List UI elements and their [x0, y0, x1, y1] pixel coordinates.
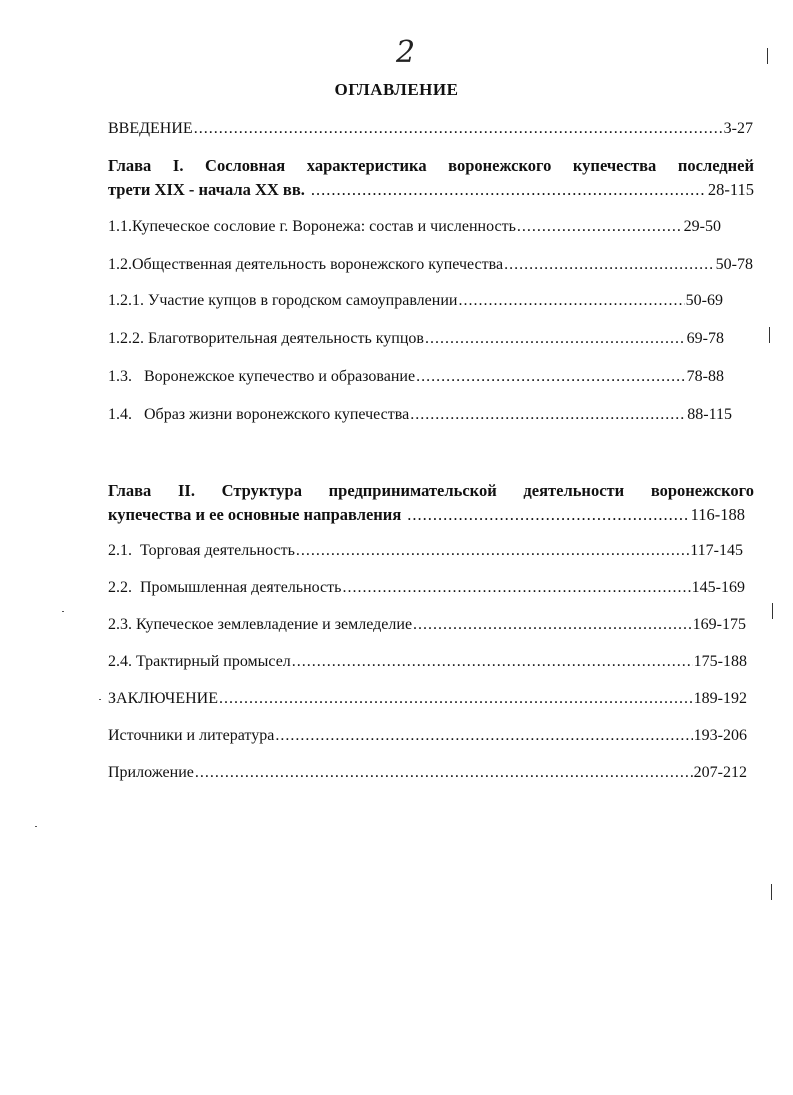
toc-entry-2-1 — [108, 540, 743, 562]
toc-entry-label: 1.3. Воронежское купечество и образование — [108, 368, 416, 385]
scan-speck — [35, 826, 37, 827]
chapter-title-line-2 — [108, 178, 754, 202]
dot-leader — [504, 254, 715, 276]
toc-entry-label: ВВЕДЕНИЕ — [108, 120, 193, 137]
toc-entry-pages: 28-115 — [707, 180, 754, 199]
dot-leader — [517, 216, 683, 238]
toc-entry-sources — [108, 725, 747, 747]
toc-entry-label: 2.4. Трактирный промысел — [108, 653, 291, 670]
toc-entry-pages: 78-88 — [686, 368, 724, 385]
toc-entry-pages: 193-206 — [693, 727, 747, 744]
handwritten-page-number: 2 — [396, 35, 416, 70]
toc-entry-label: 1.2.1. Участие купцов в городском самоуправлении — [108, 292, 458, 309]
toc-entry-label: Приложение — [108, 764, 194, 781]
toc-entry-pages: 50-78 — [715, 256, 753, 273]
chapter-title-line-1: Глава II. Структура предпринимательской деятельности воронежского — [108, 481, 754, 500]
toc-entry-label: Источники и литература — [108, 727, 275, 744]
chapter-title-line-2-text: трети XIX - начала XX вв. — [108, 180, 305, 199]
dot-leader — [311, 178, 706, 202]
toc-entry-1-2-2 — [108, 328, 724, 350]
toc-entry-pages: 189-192 — [693, 690, 747, 707]
scan-mark — [772, 603, 773, 619]
toc-entry-label: 1.4. Образ жизни воронежского купечества — [108, 406, 410, 423]
toc-entry-label: 2.2. Промышленная деятельность — [108, 579, 342, 596]
toc-entry-pages: 169-175 — [692, 616, 746, 633]
toc-entry-pages: 88-115 — [687, 406, 732, 423]
scan-mark — [769, 327, 770, 343]
chapter-title-line-2-text: купечества и ее основные направления — [108, 505, 402, 524]
dot-leader — [195, 762, 693, 784]
scan-mark — [767, 48, 768, 64]
scan-speck — [99, 699, 101, 700]
toc-entry-conclusion — [108, 688, 747, 710]
toc-entry-1-2-1 — [108, 290, 723, 312]
scan-speck — [62, 611, 64, 612]
toc-entry-pages: 50-69 — [685, 292, 723, 309]
dot-leader — [416, 366, 686, 388]
dot-leader — [275, 725, 692, 747]
toc-entry-1-2 — [108, 254, 753, 276]
dot-leader — [410, 404, 686, 426]
toc-entry-intro — [108, 118, 753, 140]
toc-entry-pages: 69-78 — [686, 330, 724, 347]
toc-entry-pages: 116-188 — [690, 505, 745, 524]
toc-entry-label: 2.3. Купеческое землевладение и земледелие — [108, 616, 413, 633]
dot-leader — [425, 328, 686, 350]
toc-entry-appendix — [108, 762, 747, 784]
toc-entry-1-4 — [108, 404, 732, 426]
dot-leader — [292, 651, 693, 673]
dot-leader — [407, 503, 688, 527]
page-title: ОГЛАВЛЕНИЕ — [334, 80, 459, 99]
dot-leader — [194, 118, 723, 140]
toc-entry-pages: 29-50 — [683, 218, 721, 235]
toc-entry-2-4 — [108, 651, 747, 673]
toc-entry-pages: 207-212 — [693, 764, 747, 781]
toc-entry-label: 1.1.Купеческое сословие г. Воронежа: состав и численность — [108, 218, 516, 235]
dot-leader — [219, 688, 693, 710]
toc-entry-1-1 — [108, 216, 721, 238]
toc-entry-pages: 175-188 — [693, 653, 747, 670]
toc-entry-label: 2.1. Торговая деятельность — [108, 542, 295, 559]
toc-chapter-2 — [108, 479, 754, 527]
dot-leader — [342, 577, 690, 599]
dot-leader — [413, 614, 692, 636]
dot-leader — [296, 540, 689, 562]
toc-entry-pages: 3-27 — [723, 120, 753, 137]
toc-entry-label: 1.2.Общественная деятельность воронежского купечества — [108, 256, 504, 273]
toc-entry-2-3 — [108, 614, 746, 636]
toc-entry-pages: 145-169 — [691, 579, 745, 596]
toc-entry-2-2 — [108, 577, 745, 599]
toc-entry-label: 1.2.2. Благотворительная деятельность купцов — [108, 330, 424, 347]
toc-entry-label: ЗАКЛЮЧЕНИЕ — [108, 690, 218, 707]
scan-mark — [771, 884, 772, 900]
chapter-title-line-2 — [108, 503, 745, 527]
toc-chapter-1 — [108, 154, 754, 202]
chapter-title-line-1: Глава I. Сословная характеристика воронежского купечества последней — [108, 156, 754, 175]
toc-entry-1-3 — [108, 366, 724, 388]
toc-entry-pages: 117-145 — [690, 542, 743, 559]
dot-leader — [458, 290, 684, 312]
